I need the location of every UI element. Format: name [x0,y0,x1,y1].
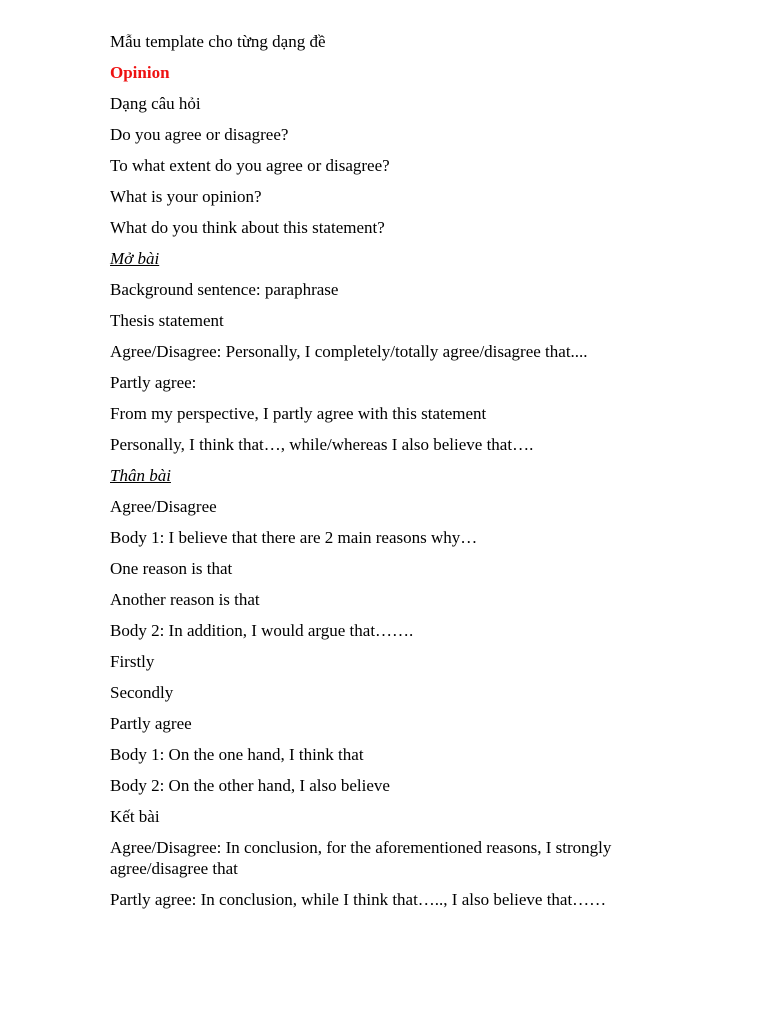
section-heading-opinion: Opinion [110,63,170,82]
body-line: Body 2: In addition, I would argue that……. [110,621,414,640]
body-line: Secondly [110,683,174,702]
question-line: What is your opinion? [110,187,262,206]
intro-line: From my perspective, I partly agree with this statement [110,404,487,423]
conclusion-line: Agree/Disagree: In conclusion, for the aforementioned reasons, I strongly agree/disagree that [110,838,612,878]
document-title: Mẫu template cho từng dạng đề [110,32,326,51]
conclusion-heading: Kết bài [110,807,160,826]
intro-heading: Mở bài [110,249,160,268]
intro-line: Partly agree: [110,373,197,392]
question-line: What do you think about this statement? [110,218,385,237]
body-heading: Thân bài [110,466,171,485]
body-line: Partly agree [110,714,192,733]
body-line: Body 2: On the other hand, I also believe [110,776,390,795]
intro-line: Agree/Disagree: Personally, I completely/totally agree/disagree that.... [110,342,588,361]
body-line: Body 1: I believe that there are 2 main reasons why… [110,528,478,547]
body-line: Firstly [110,652,155,671]
body-line: One reason is that [110,559,233,578]
intro-line: Personally, I think that…, while/whereas I also believe that…. [110,435,534,454]
question-line: Do you agree or disagree? [110,125,289,144]
body-line: Another reason is that [110,590,260,609]
intro-line: Background sentence: paraphrase [110,280,339,299]
body-line: Agree/Disagree [110,497,217,516]
conclusion-line: Partly agree: In conclusion, while I think that….., I also believe that…… [110,890,607,909]
body-line: Body 1: On the one hand, I think that [110,745,364,764]
intro-line: Thesis statement [110,311,224,330]
question-types-label: Dạng câu hỏi [110,94,201,113]
document-content [110,31,670,920]
question-line: To what extent do you agree or disagree? [110,156,390,175]
